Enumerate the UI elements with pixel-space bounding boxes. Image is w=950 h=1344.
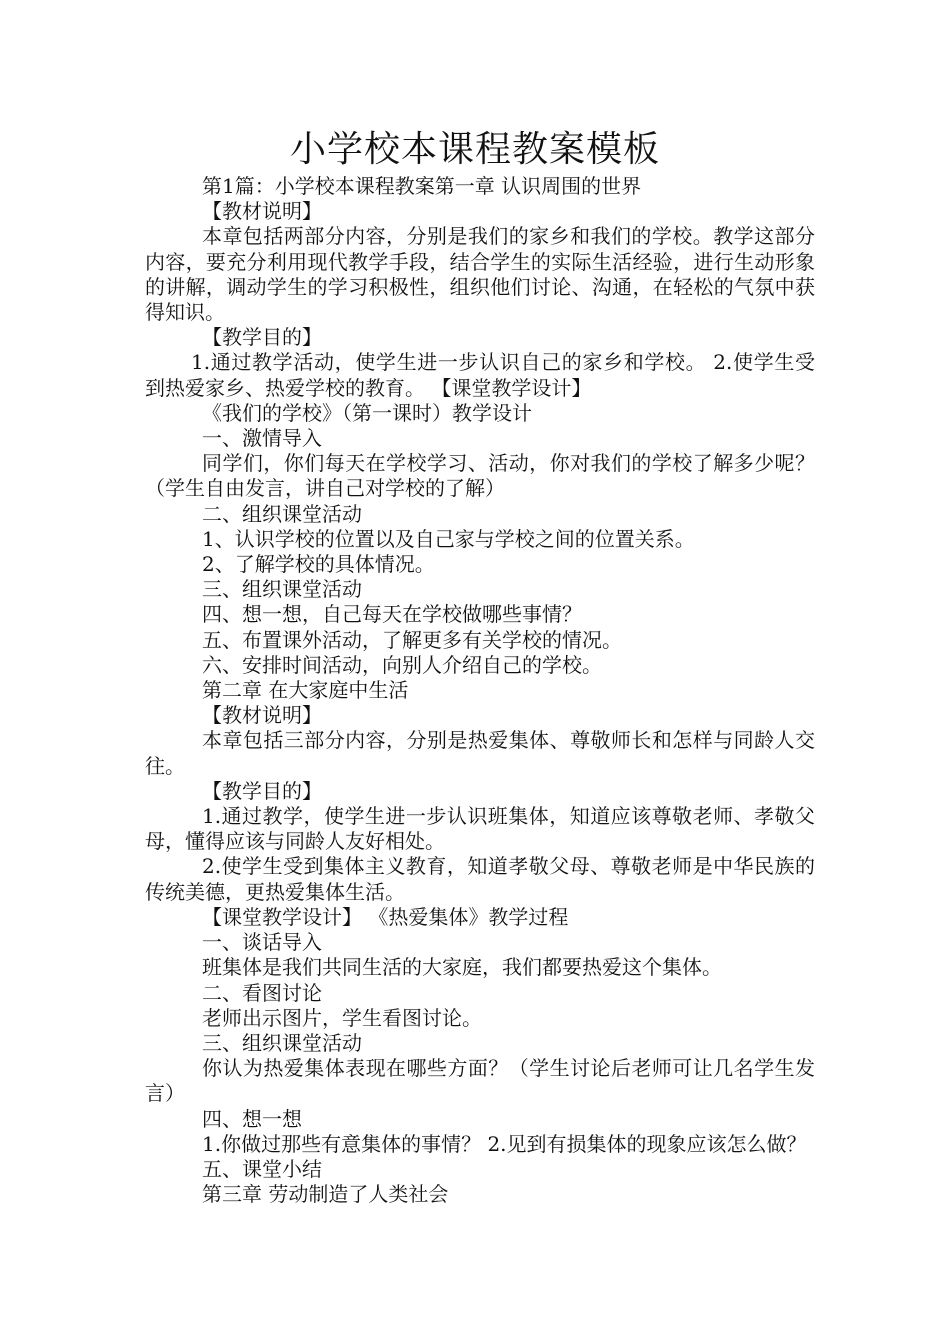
body-paragraph: 同学们，你们每天在学校学习、活动，你对我们的学校了解多少呢？（学生自由发言，讲自己对学校的了解） <box>145 451 815 501</box>
step-heading: 五、课堂小结 <box>202 1156 322 1181</box>
document-body <box>145 174 815 1207</box>
list-item: 2、了解学校的具体情况。 <box>202 552 435 577</box>
step-heading: 五、布置课外活动，了解更多有关学校的情况。 <box>202 627 622 652</box>
section-label: 【教学目的】 <box>202 778 322 803</box>
step-heading: 二、组织课堂活动 <box>202 501 362 526</box>
body-paragraph: 本章包括三部分内容，分别是热爱集体、尊敬师长和怎样与同龄人交往。 <box>145 728 815 778</box>
body-paragraph: 1.通过教学活动，使学生进一步认识自己的家乡和学校。 2.使学生受到热爱家乡、热爱学校的教育。 【课堂教学设计】 <box>145 350 815 400</box>
body-paragraph: 老师出示图片，学生看图讨论。 <box>202 1005 482 1030</box>
section-label: 【教材说明】 <box>202 199 322 224</box>
step-heading: 四、想一想 <box>202 1106 302 1131</box>
chapter-heading: 第二章 在大家庭中生活 <box>202 678 409 703</box>
step-heading: 四、想一想，自己每天在学校做哪些事情？ <box>202 602 582 627</box>
section-label: 【教学目的】 <box>202 325 322 350</box>
body-paragraph: 本章包括两部分内容，分别是我们的家乡和我们的学校。教学这部分内容，要充分利用现代教学手段，结合学生的实际生活经验，进行生动形象的讲解，调动学生的学习积极性，组织他们讨论、沟通，在轻松的气氛中获得知识。 <box>145 224 815 325</box>
section-label: 【教材说明】 <box>202 703 322 728</box>
step-heading: 三、组织课堂活动 <box>202 577 362 602</box>
body-paragraph: 1.通过教学，使学生进一步认识班集体，知道应该尊敬老师、孝敬父母，懂得应该与同龄人友好相处。 <box>145 804 815 854</box>
lesson-heading: 《我们的学校》（第一课时）教学设计 <box>202 400 532 425</box>
body-paragraph: 你认为热爱集体表现在哪些方面？（学生讨论后老师可让几名学生发言） <box>145 1056 815 1106</box>
chapter-heading: 第三章 劳动制造了人类社会 <box>202 1182 449 1207</box>
step-heading: 一、谈话导入 <box>202 930 322 955</box>
step-heading: 三、组织课堂活动 <box>202 1030 362 1055</box>
body-paragraph: 2.使学生受到集体主义教育，知道孝敬父母、尊敬老师是中华民族的传统美德，更热爱集体生活。 <box>145 854 815 904</box>
step-heading: 一、激情导入 <box>202 426 322 451</box>
article-heading: 第1篇：小学校本课程教案第一章 认识周围的世界 <box>202 174 642 198</box>
list-item: 1、认识学校的位置以及自己家与学校之间的位置关系。 <box>202 526 695 551</box>
step-heading: 二、看图讨论 <box>202 980 322 1005</box>
body-paragraph: 1.你做过那些有意集体的事情？ 2.见到有损集体的现象应该怎么做？ <box>202 1131 807 1156</box>
document-title: 小学校本课程教案模板 <box>289 129 660 170</box>
step-heading: 六、安排时间活动，向别人介绍自己的学校。 <box>202 652 602 677</box>
body-paragraph: 班集体是我们共同生活的大家庭，我们都要热爱这个集体。 <box>202 955 722 980</box>
lesson-heading: 【课堂教学设计】 《热爱集体》教学过程 <box>202 904 569 929</box>
